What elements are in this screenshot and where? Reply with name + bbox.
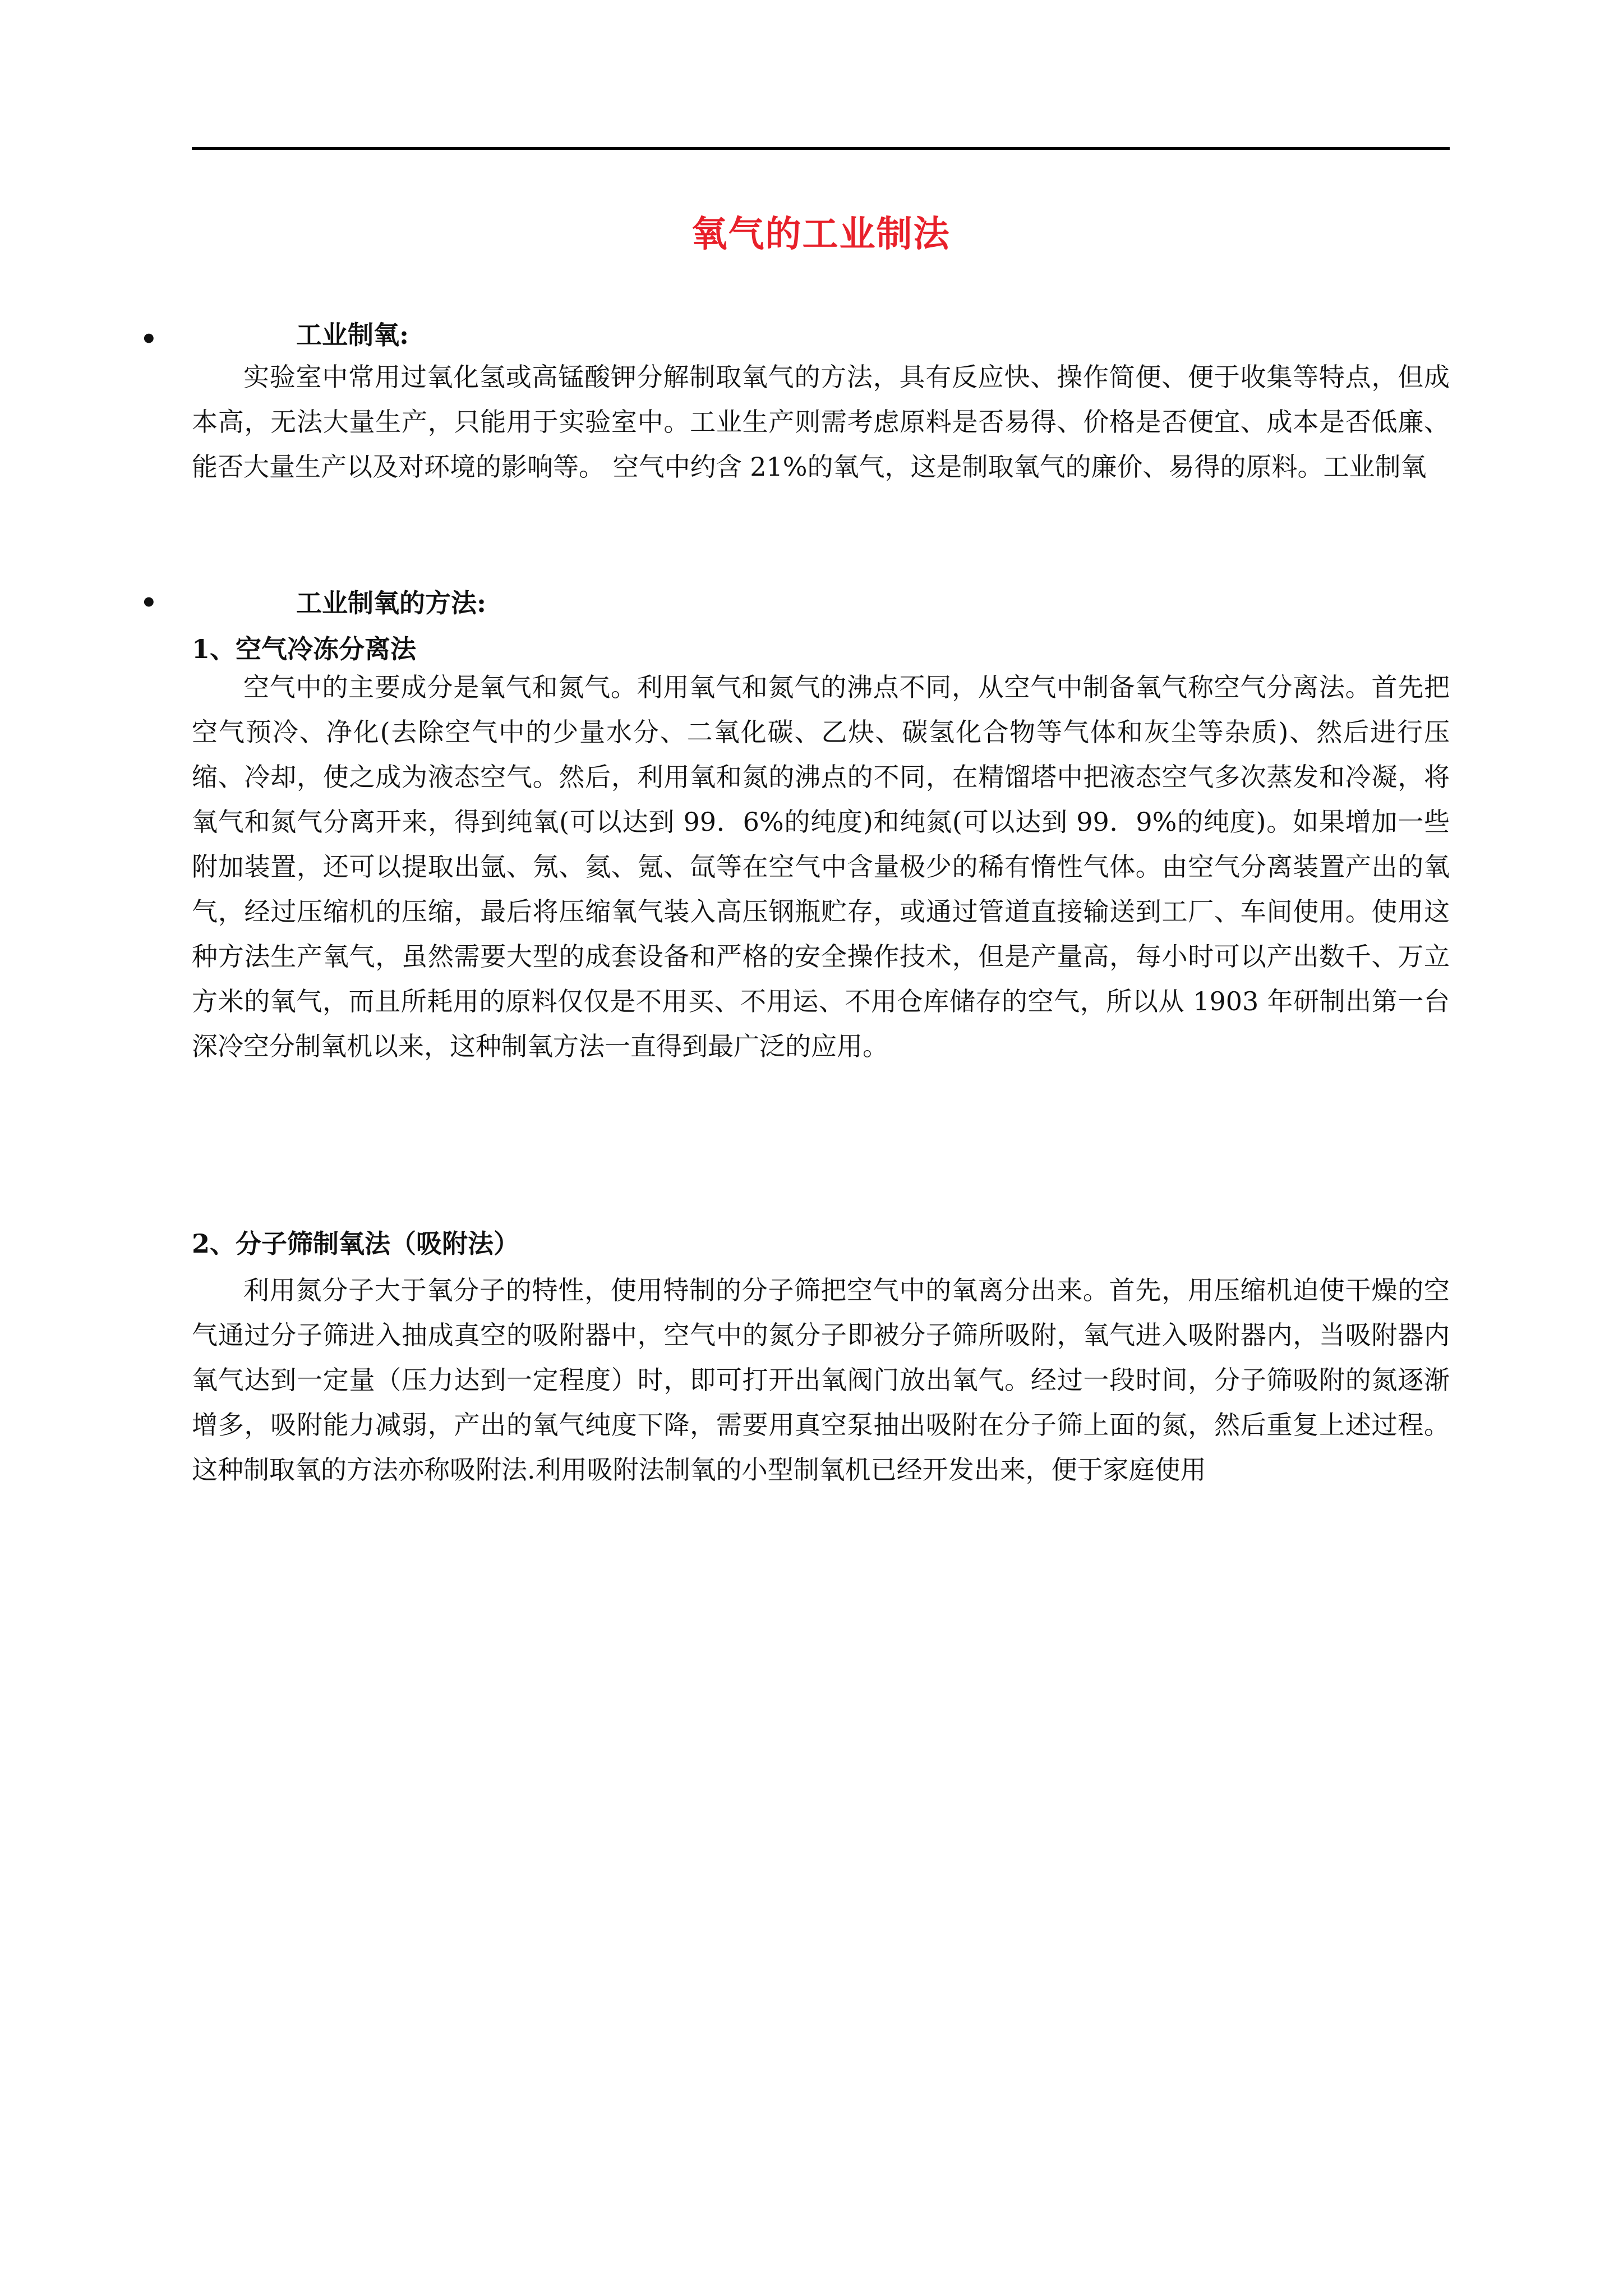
method-paragraph: 空气中的主要成分是氧气和氮气。利用氧气和氮气的沸点不同，从空气中制备氧气称空气分离法。首先把空气预冷、净化(去除空气中的少量水分、二氧化碳、乙炔、碳氢化合物等气体和灰尘等杂质)、然后进行压缩、冷却，使之成为液态空气。然后，利用氧和氮的沸点的不同，在精馏塔中把液态空气多次蒸发和冷凝，将氧气和氮气分离开来，得到纯氧(可以达到 99．6%的纯度)和纯氮(可以达到 99．9%的纯度)。如果增加一些附加装置，还可以提取出氩、氖、氦、氪、氙等在空气中含量极少的稀有惰性气体。由空气分离装置产出的氧气，经过压缩机的压缩，最后将压缩氧气装入高压钢瓶贮存，或通过管道直接输送到工厂、车间使用。使用这种方法生产氧气，虽然需要大型的成套设备和严格的安全操作技术，但是产量高，每小时可以产出数千、万立方米的氧气，而且所耗用的原料仅仅是不用买、不用运、不用仓库储存的空气，所以从 1903 年研制出第一台深冷空分制氧机以来，这种制氧方法一直得到最广泛的应用。 [192,672,1450,1061]
bullet-marker: • [140,587,158,619]
section-paragraph: 实验室中常用过氧化氢或高锰酸钾分解制取氧气的方法，具有反应快、操作简便、便于收集等特点，但成本高，无法大量生产，只能用于实验室中。工业生产则需考虑原料是否易得、价格是否便宜、成本是否低廉、能否大量生产以及对环境的影响等。 空气中约含 21%的氧气，这是制取氧气的廉价、易得的原料。工业制氧 [192,362,1450,482]
method-paragraph: 利用氮分子大于氧分子的特性，使用特制的分子筛把空气中的氧离分出来。首先，用压缩机迫使干燥的空气通过分子筛进入抽成真空的吸附器中，空气中的氮分子即被分子筛所吸附，氧气进入吸附器内，当吸附器内氧气达到一定量（压力达到一定程度）时，即可打开出氧阀门放出氧气。经过一段时间，分子筛吸附的氮逐渐增多，吸附能力减弱，产出的氧气纯度下降，需要用真空泵抽出吸附在分子筛上面的氮，然后重复上述过程。这种制取氧的方法亦称吸附法.利用吸附法制氧的小型制氧机已经开发出来，便于家庭使用 [192,1275,1450,1485]
method-heading-air-separation: 1、空气冷冻分离法 [192,634,417,664]
section-heading-methods: 工业制氧的方法: [296,588,486,618]
method-heading-molecular-sieve: 2、分子筛制氧法（吸附法） [192,1228,520,1259]
section-heading-industrial-oxygen: 工业制氧: [296,320,409,350]
document-title: 氧气的工业制法 [691,213,951,255]
header-rule [192,147,1450,150]
bullet-marker: • [140,324,158,355]
